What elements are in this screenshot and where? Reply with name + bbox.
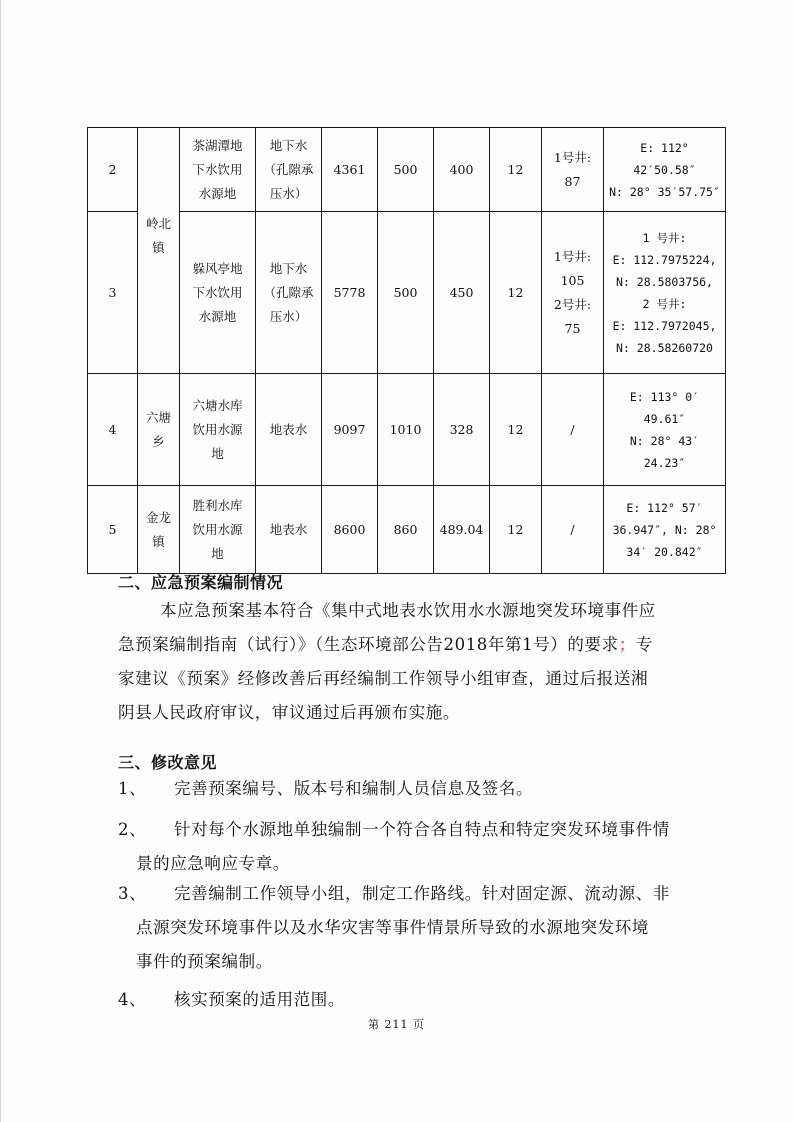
paragraph-line: 家建议《预案》经修改善后再经编制工作领导小组审查，通过后报送湘 bbox=[118, 669, 649, 688]
list-item: 2、 针对每个水源地单独编制一个符合各自特点和特定突发环境事件情 景的应急响应专章。 bbox=[118, 813, 718, 881]
value-cell: 9097 bbox=[322, 374, 378, 486]
town-cell: 岭北 镇 bbox=[138, 212, 180, 374]
paragraph-line: 阴县人民政府审议，审议通过后再颁布实施。 bbox=[118, 703, 460, 722]
value-cell: 1010 bbox=[378, 374, 434, 486]
source-name: 六塘水库 饮用水源 地 bbox=[180, 374, 256, 486]
paragraph-line: 本应急预案基本符合《集中式地表水饮用水水源地突发环境事件应 bbox=[160, 601, 656, 620]
scan-edge bbox=[0, 0, 1, 1122]
coordinates: E: 113° 0′ 49.61″ N: 28° 43′ 24.23″ bbox=[604, 374, 726, 486]
water-source-table bbox=[87, 127, 726, 574]
coordinates: E: 112° 42′50.58″ N: 28° 35′57.75″ bbox=[604, 128, 726, 212]
row-number: 3 bbox=[88, 212, 138, 374]
list-item: 3、 完善编制工作领导小组，制定工作路线。针对固定源、流动源、非 点源突发环境事件以及水华灾害等事件情景所导致的水源地突发环境 事件的预案编制。 bbox=[118, 877, 718, 979]
value-cell: 5778 bbox=[322, 212, 378, 374]
value-cell: 500 bbox=[378, 128, 434, 212]
value-cell: 12 bbox=[490, 486, 542, 574]
value-cell: 489.04 bbox=[434, 486, 490, 574]
list-item: 4、 核实预案的适用范围。 bbox=[118, 983, 718, 1017]
value-cell: 12 bbox=[490, 128, 542, 212]
town-cell: 金龙 镇 bbox=[138, 486, 180, 574]
page-number: 第 211 页 bbox=[368, 1018, 425, 1031]
table-row bbox=[88, 212, 726, 374]
section-heading-3: 三、修改意见 bbox=[118, 753, 218, 772]
value-cell: 450 bbox=[434, 212, 490, 374]
row-number: 4 bbox=[88, 374, 138, 486]
value-cell: 8600 bbox=[322, 486, 378, 574]
well-depth: 1号井: 87 bbox=[542, 128, 604, 212]
list-number: 2、 bbox=[118, 820, 147, 839]
town-cell: 六塘 乡 bbox=[138, 374, 180, 486]
table-row bbox=[88, 374, 726, 486]
section-heading-2: 二、应急预案编制情况 bbox=[118, 573, 284, 592]
value-cell: 12 bbox=[490, 374, 542, 486]
paragraph-line: 急预案编制指南（试行）》（生态环境部公告2018年第1号）的要求；专 bbox=[118, 635, 653, 654]
well-depth: / bbox=[542, 486, 604, 574]
red-semicolon: ； bbox=[618, 635, 636, 654]
value-cell: 400 bbox=[434, 128, 490, 212]
well-depth: / bbox=[542, 374, 604, 486]
list-number: 3、 bbox=[118, 884, 147, 903]
row-number: 5 bbox=[88, 486, 138, 574]
source-name: 胜利水库 饮用水源 地 bbox=[180, 486, 256, 574]
source-name: 躲风亭地 下水饮用 水源地 bbox=[180, 212, 256, 374]
well-depth: 1号井: 105 2号井: 75 bbox=[542, 212, 604, 374]
source-type: 地下水 （孔隙承 压水） bbox=[256, 212, 322, 374]
table-row bbox=[88, 128, 726, 212]
value-cell: 4361 bbox=[322, 128, 378, 212]
list-number: 4、 bbox=[118, 990, 147, 1009]
table-row bbox=[88, 486, 726, 574]
value-cell: 328 bbox=[434, 374, 490, 486]
coordinates: 1 号井: E: 112.7975224, N: 28.5803756, 2 号井: E: 112.7972045, N: 28.58260720 bbox=[604, 212, 726, 374]
section2-paragraph bbox=[118, 594, 708, 730]
source-type: 地表水 bbox=[256, 374, 322, 486]
coordinates: E: 112° 57′ 36.947″, N: 28° 34′ 20.842″ bbox=[604, 486, 726, 574]
source-name: 茶湖潭地 下水饮用 水源地 bbox=[180, 128, 256, 212]
list-number: 1、 bbox=[118, 779, 147, 798]
value-cell: 500 bbox=[378, 212, 434, 374]
source-type: 地表水 bbox=[256, 486, 322, 574]
list-item: 1、 完善预案编号、版本号和编制人员信息及签名。 bbox=[118, 772, 718, 806]
value-cell: 12 bbox=[490, 212, 542, 374]
value-cell: 860 bbox=[378, 486, 434, 574]
row-number: 2 bbox=[88, 128, 138, 212]
source-type: 地下水 （孔隙承 压水） bbox=[256, 128, 322, 212]
